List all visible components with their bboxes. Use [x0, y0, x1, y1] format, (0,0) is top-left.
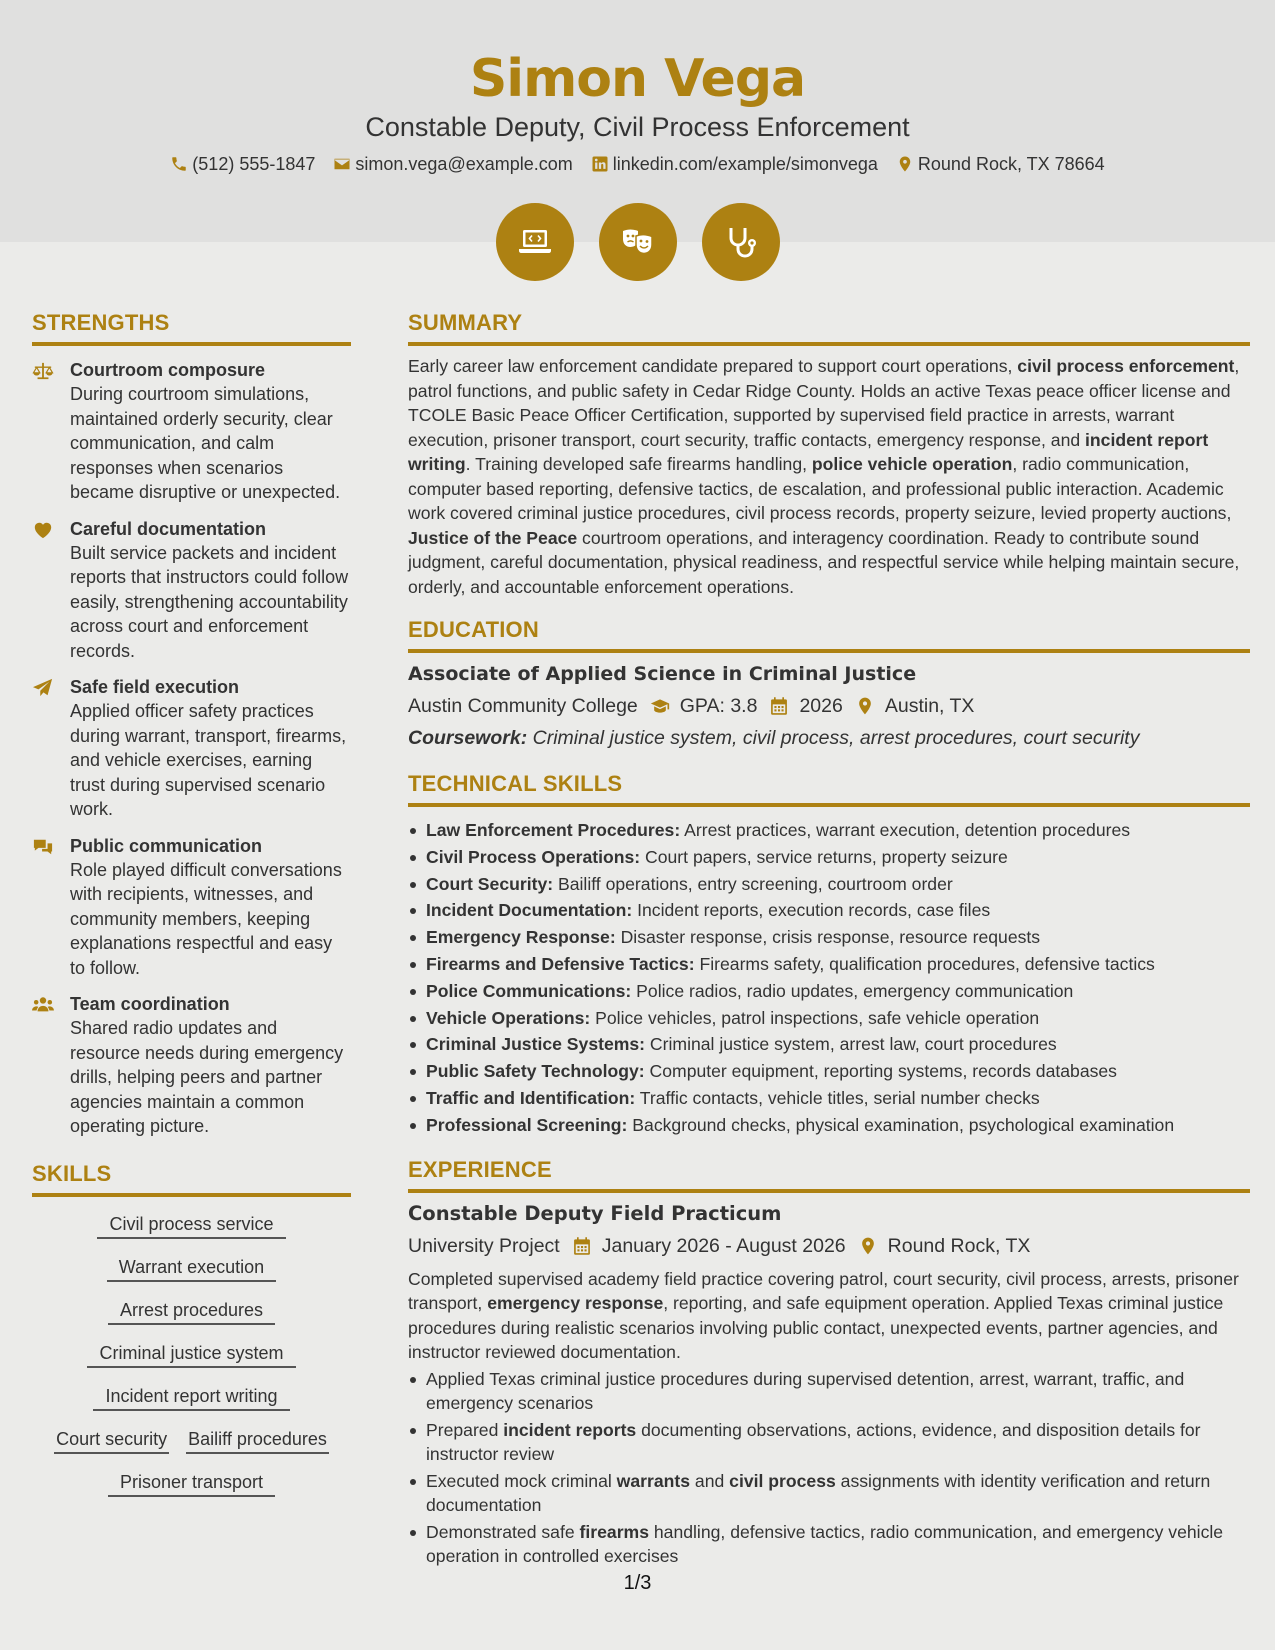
contact-email-text: simon.vega@example.com: [355, 154, 573, 174]
list-item: Civil Process Operations: Court papers, service returns, property seizure: [408, 844, 1250, 871]
strength-body: Applied officer safety practices during warrant, transport, firearms, and vehicle exercises, earning trust during supervised scenario work.: [70, 701, 347, 819]
experience-location: Round Rock, TX: [887, 1234, 1031, 1257]
strength-title: Public communication: [70, 835, 263, 856]
experience-description: Completed supervised academy field practice covering patrol, court security, civil process, arrests, prisoner transport, emergency response, reporting, and safe equipment operation. Applied Texas criminal justice procedures during realistic scenarios involving public contact, unexpected events, partner agencies, and instructor reviewed documentation.: [408, 1268, 1239, 1363]
contact-email[interactable]: [333, 152, 572, 176]
education-meta: [408, 693, 1250, 719]
education-school: Austin Community College: [408, 695, 638, 717]
heart-icon: [32, 520, 54, 540]
envelope-icon: [333, 155, 351, 173]
summary-text: Early career law enforcement candidate prepared to support court operations, civil process enforcement, patrol functions, and public safety in Cedar Ridge County. Holds an active Texas peace officer license and TCOLE Basic Peace Officer Certification, supported by supervised field practice in arrests, warrant execution, prisoner transport, court security, traffic contacts, emergency response, and incident report writing. Training developed safe firearms handling, police vehicle operation, radio communication, computer based reporting, defensive tactics, de escalation, and professional public interaction. Academic work covered criminal justice procedures, civil process records, property seizure, levied property auctions, Justice of the Peace courtroom operations, and interagency coordination. Ready to contribute sound judgment, careful documentation, physical readiness, and respectful service while helping maintain secure, orderly, and accountable enforcement operations.: [408, 356, 1240, 597]
comments-icon: [32, 837, 54, 857]
list-item: Traffic and Identification: Traffic contacts, vehicle titles, serial number checks: [408, 1085, 1250, 1112]
education-gpa: GPA: 3.8: [679, 695, 758, 717]
laptop-code-icon: [496, 203, 574, 281]
list-item: Public Safety Technology: Computer equipment, reporting systems, records databases: [408, 1058, 1250, 1085]
page-number: 1/3: [623, 1572, 652, 1594]
map-marker-icon: [858, 1236, 878, 1256]
experience-heading: EXPERIENCE: [408, 1155, 1250, 1193]
map-marker-icon: [855, 696, 875, 716]
education-location: Austin, TX: [884, 695, 975, 717]
users-icon: [32, 995, 54, 1015]
strength-body: Role played difficult conversations with recipients, witnesses, and community members, keeping explanations respectful and easy to follow.: [70, 859, 342, 978]
skill-chip: Court security: [54, 1426, 169, 1454]
skill-chip: Arrest procedures: [108, 1297, 275, 1325]
summary-heading: SUMMARY: [408, 308, 1250, 346]
contact-phone[interactable]: [170, 152, 315, 176]
skill-chip: Prisoner transport: [108, 1469, 275, 1497]
map-marker-icon: [896, 155, 914, 173]
phone-icon: [170, 155, 188, 173]
calendar-icon: [572, 1236, 592, 1256]
contact-linkedin-text: linkedin.com/example/simonvega: [612, 154, 878, 174]
experience-role: Constable Deputy Field Practicum: [408, 1201, 782, 1225]
list-item: Executed mock criminal warrants and civil process assignments with identity verification and return documentation: [408, 1469, 1250, 1518]
technical-skills-heading: TECHNICAL SKILLS: [408, 769, 1250, 807]
skill-chip: Warrant execution: [107, 1254, 276, 1282]
strength-item: [32, 517, 351, 664]
contact-linkedin[interactable]: [591, 152, 878, 176]
calendar-icon: [769, 696, 789, 716]
paper-plane-icon: [32, 678, 54, 698]
experience-org: University Project: [408, 1234, 560, 1257]
strength-body: During courtroom simulations, maintained orderly security, clear communication, and calm responses when scenarios became disruptive or unexpected.: [70, 384, 341, 502]
linkedin-icon: [591, 155, 609, 173]
list-item: Firearms and Defensive Tactics: Firearms safety, qualification procedures, defensive tactics: [408, 951, 1250, 978]
education-degree: Associate of Applied Science in Criminal Justice: [408, 663, 917, 685]
skills-list: [32, 1211, 351, 1497]
skill-chip: Incident report writing: [93, 1383, 289, 1411]
contact-location-text: Round Rock, TX 78664: [917, 154, 1105, 174]
contact-phone-text: (512) 555-1847: [192, 154, 316, 174]
skill-chip: Civil process service: [97, 1211, 285, 1239]
list-item: Police Communications: Police radios, radio updates, emergency communication: [408, 978, 1250, 1005]
skill-chip: Criminal justice system: [87, 1340, 295, 1368]
candidate-name: Simon Vega: [469, 49, 806, 109]
list-item: Criminal Justice Systems: Criminal justice system, arrest law, court procedures: [408, 1031, 1250, 1058]
experience-bullets: [408, 1367, 1250, 1569]
education-coursework: Coursework: Criminal justice system, civil process, arrest procedures, court security: [408, 727, 1140, 749]
graduation-cap-icon: [650, 696, 670, 716]
list-item: Law Enforcement Procedures: Arrest practices, warrant execution, detention procedures: [408, 817, 1250, 844]
stethoscope-icon: [702, 203, 780, 281]
education-year: 2026: [799, 695, 843, 717]
list-item: Incident Documentation: Incident reports, execution records, case files: [408, 897, 1250, 924]
theater-masks-icon: [599, 203, 677, 281]
strength-title: Team coordination: [70, 994, 230, 1014]
strength-title: Safe field execution: [70, 677, 240, 697]
contact-bar: [0, 152, 1275, 176]
list-item: Applied Texas criminal justice procedures during supervised detention, arrest, warrant, traffic, and emergency scenarios: [408, 1367, 1250, 1416]
strengths-heading: STRENGTHS: [32, 308, 351, 346]
technical-skills-list: [408, 817, 1250, 1139]
candidate-role: Constable Deputy, Civil Process Enforcement: [365, 112, 910, 142]
contact-location: [896, 152, 1105, 176]
left-column: [32, 308, 351, 1497]
strength-item: [32, 358, 351, 505]
list-item: Prepared incident reports documenting observations, actions, evidence, and disposition details for instructor review: [408, 1418, 1250, 1467]
list-item: Emergency Response: Disaster response, crisis response, resource requests: [408, 924, 1250, 951]
experience-meta: [408, 1233, 1250, 1259]
skill-chip: Bailiff procedures: [186, 1426, 329, 1454]
list-item: Demonstrated safe firearms handling, defensive tactics, radio communication, and emergency vehicle operation in controlled exercises: [408, 1520, 1250, 1569]
strength-body: Shared radio updates and resource needs during emergency drills, helping peers and partner agencies maintain a common operating picture.: [70, 1018, 344, 1136]
interest-icons: [0, 203, 1275, 281]
list-item: Vehicle Operations: Police vehicles, patrol inspections, safe vehicle operation: [408, 1005, 1250, 1032]
skills-heading: SKILLS: [32, 1159, 351, 1197]
list-item: Court Security: Bailiff operations, entry screening, courtroom order: [408, 871, 1250, 898]
strength-title: Careful documentation: [70, 518, 267, 539]
strength-body: Built service packets and incident reports that instructors could follow easily, strengthening accountability across court and enforcement records.: [70, 542, 349, 661]
right-column: [408, 308, 1250, 1571]
strength-item: [32, 675, 351, 822]
strength-title: Courtroom composure: [70, 360, 266, 380]
list-item: Professional Screening: Background checks, physical examination, psychological examination: [408, 1112, 1250, 1139]
scale-icon: [32, 361, 54, 381]
strength-item: [32, 834, 351, 981]
strength-item: [32, 992, 351, 1139]
experience-dates: January 2026 - August 2026: [601, 1234, 846, 1257]
education-heading: EDUCATION: [408, 615, 1250, 653]
